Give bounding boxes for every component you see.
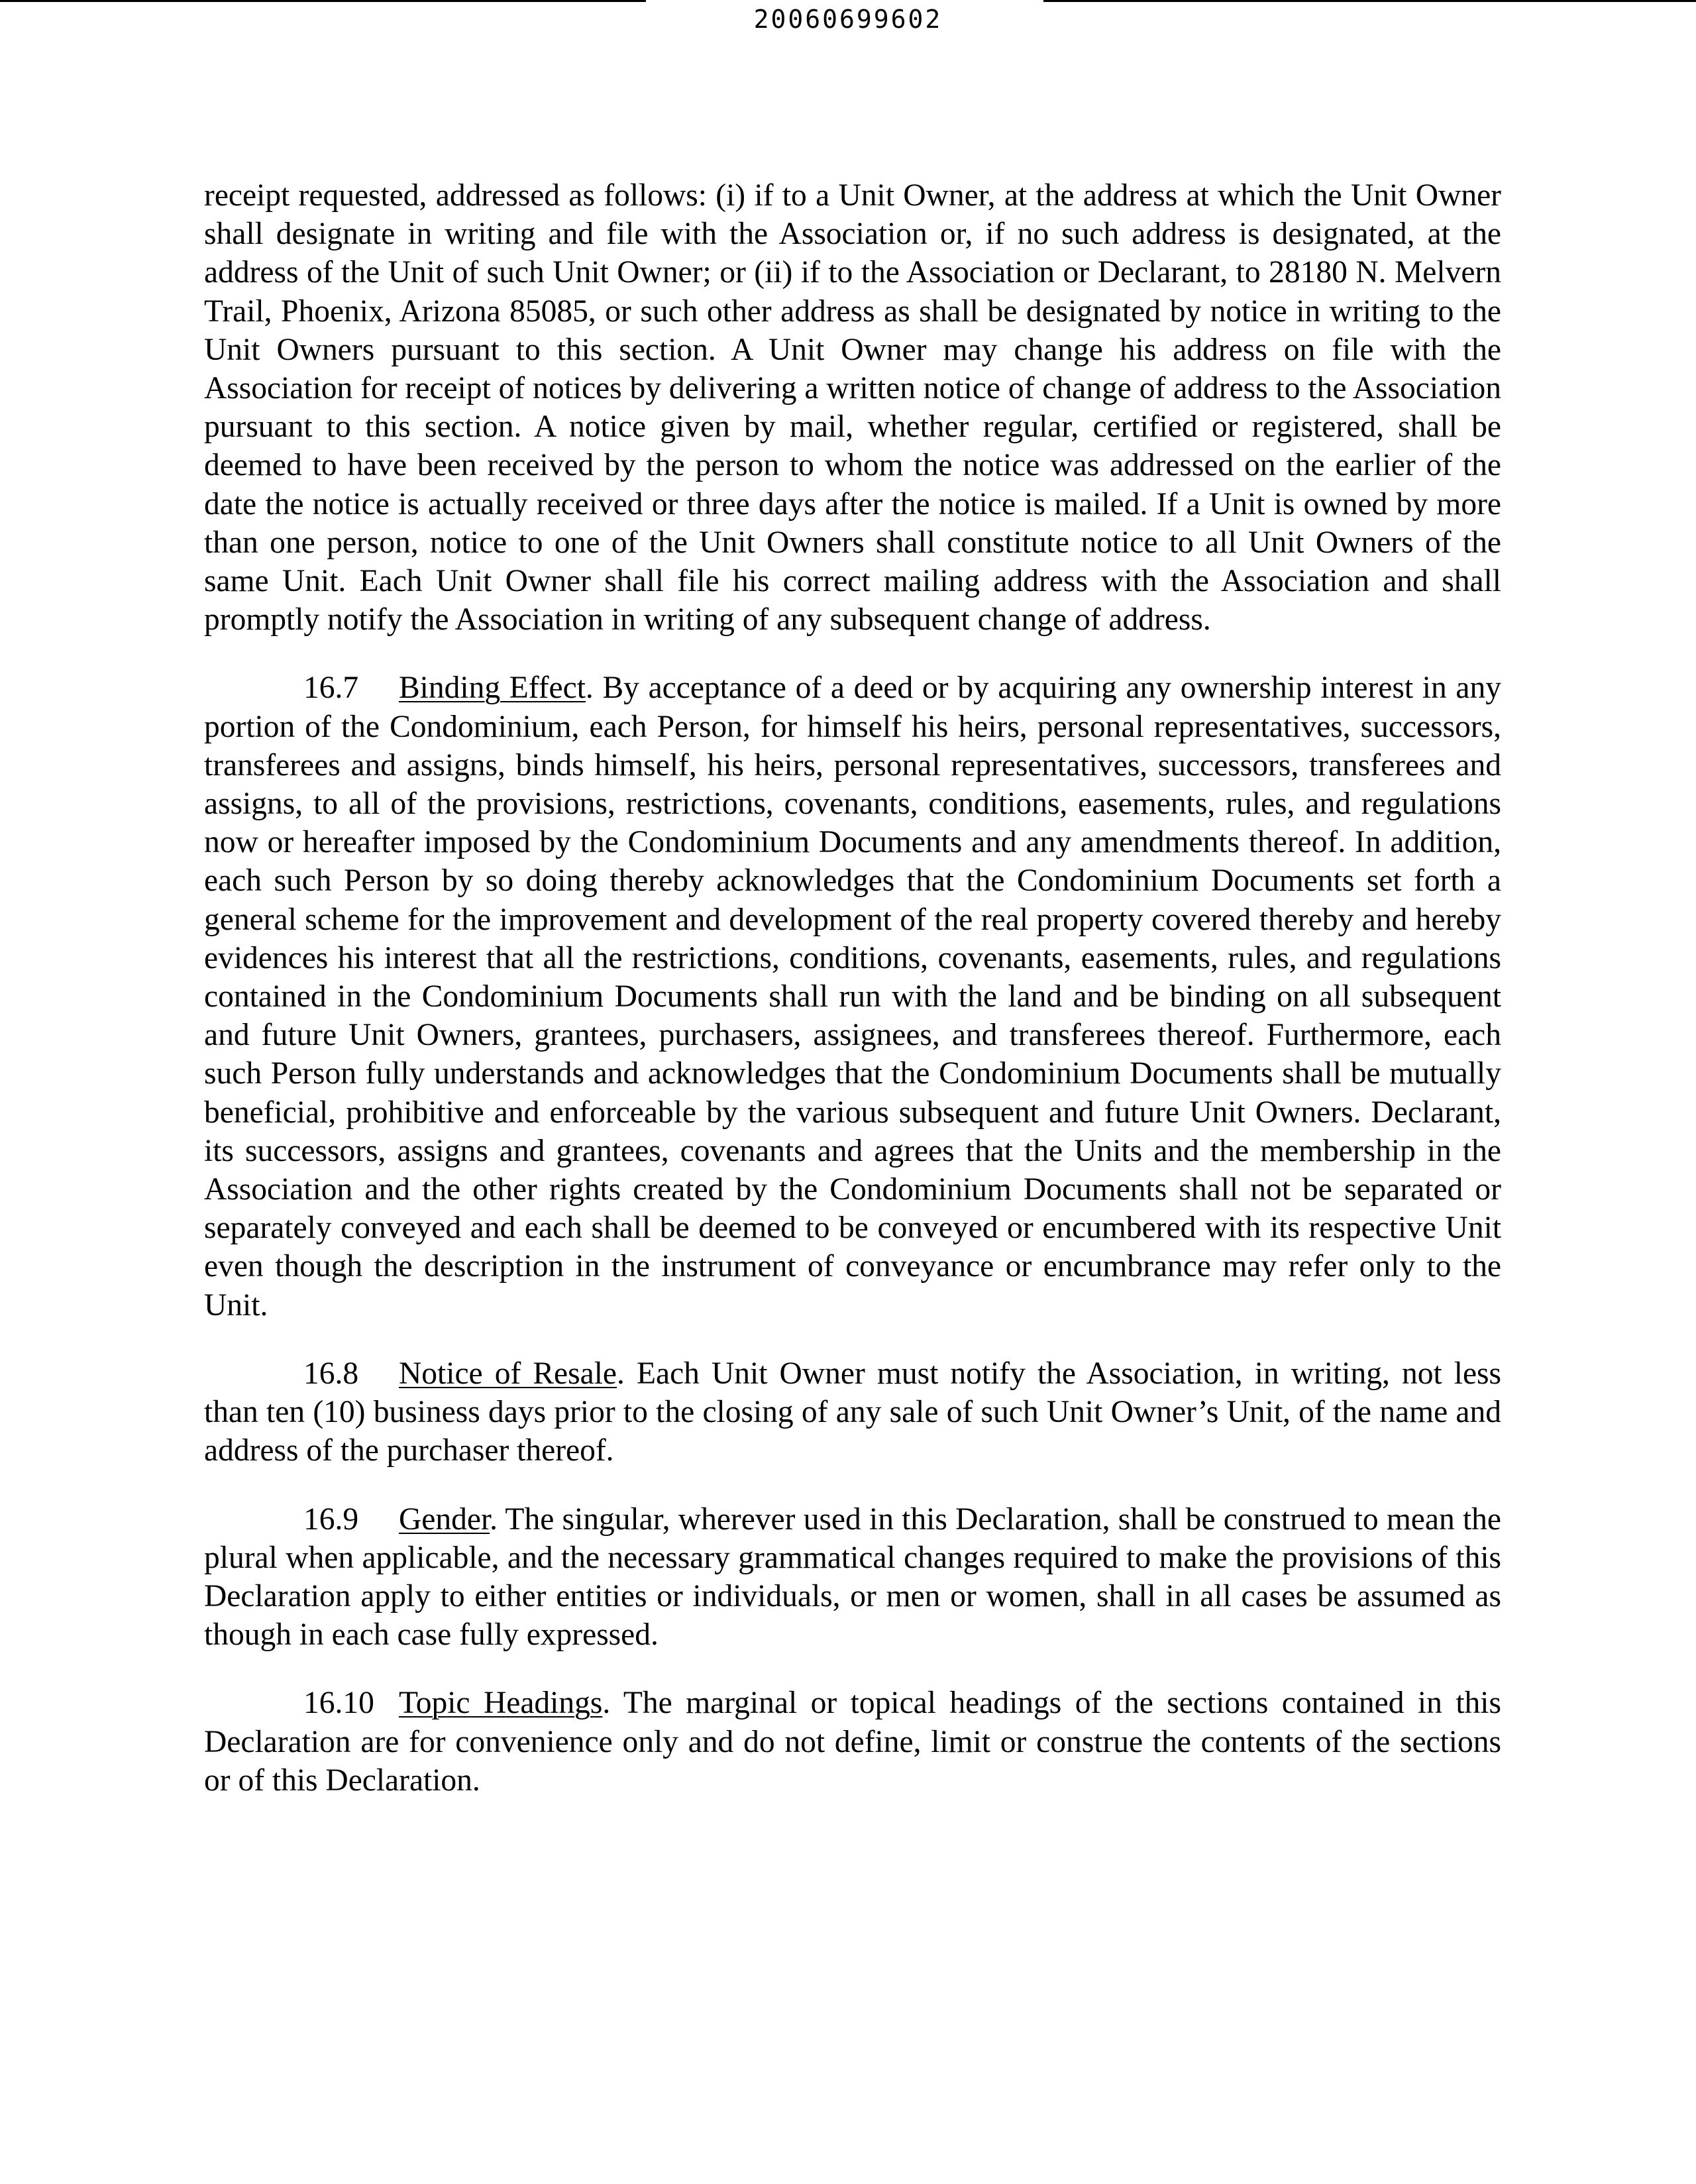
section-number: 16.10 xyxy=(303,1686,374,1721)
section-16-7 xyxy=(204,669,1501,1324)
section-number: 16.9 xyxy=(303,1502,359,1537)
document-body xyxy=(204,176,1501,1800)
section-text: . The singular, wherever used in this Declaration, shall be construed to mean the plural when applicable, and the necessary grammatical changes required to make the provisions of this Declaration apply to either entities or individuals, or men or women, shall in all cases be assumed as though in each case fully expressed. xyxy=(204,1502,1501,1653)
section-heading: Topic Headings xyxy=(399,1686,603,1721)
document-number: 20060699602 xyxy=(753,5,943,34)
section-text: . Each Unit Owner must notify the Association, in writing, not less than ten (10) business days prior to the closing of any sale of such Unit Owner’s Unit, of the name and address of the purchaser thereof. xyxy=(204,1356,1501,1468)
section-number: 16.7 xyxy=(303,671,359,706)
section-text: . By acceptance of a deed or by acquiring any ownership interest in any portion of the Condominium, each Person, for himself his heirs, personal representatives, successors, transferees and assigns, binds himself, his heirs, personal representatives, successors, transferees and assigns, to all of the provisions, restrictions, covenants, conditions, easements, rules, and regulations now or hereafter imposed by the Condominium Documents and any amendments thereof. In addition, each such Person by so doing thereby acknowledges that the Condominium Documents set forth a general scheme for the improvement and development of the real property covered thereby and hereby evidences his interest that all the restrictions, conditions, covenants, easements, rules, and regulations contained in the Condominium Documents shall run with the land and be binding on all subsequent and future Unit Owners, grantees, purchasers, assignees, and transferees thereof. Furthermore, each such Person fully understands and acknowledges that the Condominium Documents shall be mutually beneficial, prohibitive and enforceable by the various subsequent and future Unit Owners. Declarant, its successors, assigns and grantees, covenants and agrees that the Units and the membership in the Association and the other rights created by the Condominium Documents shall not be separated or separately conveyed and each shall be deemed to be conveyed or encumbered with its respective Unit even though the description in the instrument of conveyance or encumbrance may refer only to the Unit. xyxy=(204,671,1501,1323)
section-16-8 xyxy=(204,1354,1501,1470)
paragraph-notice-continuation: receipt requested, addressed as follows: (i) if to a Unit Owner, at the address at which the Unit Owner shall designate in writing and file with the Association or, if no such address is designated, at the address of the Unit of such Unit Owner; or (ii) if to the Association or Declarant, to 28180 N. Melvern Trail, Phoenix, Arizona 85085, or such other address as shall be designated by notice in writing to the Unit Owners pursuant to this section. A Unit Owner may change his address on file with the Association for receipt of notices by delivering a written notice of change of address to the Association pursuant to this section. A notice given by mail, whether regular, certified or registered, shall be deemed to have been received by the person to whom the notice was addressed on the earlier of the date the notice is actually received or three days after the notice is mailed. If a Unit is owned by more than one person, notice to one of the Unit Owners shall constitute notice to all Unit Owners of the same Unit. Each Unit Owner shall file his correct mailing address with the Association and shall promptly notify the Association in writing of any subsequent change of address. xyxy=(204,178,1501,637)
section-heading: Gender xyxy=(399,1502,490,1537)
section-heading: Notice of Resale xyxy=(399,1356,617,1391)
section-heading: Binding Effect xyxy=(399,671,586,706)
section-number: 16.8 xyxy=(303,1356,359,1391)
section-16-9 xyxy=(204,1500,1501,1655)
section-text: . The marginal or topical headings of the sections contained in this Declaration are for convenience only and do not define, limit or construe the contents of the sections or of this Declaration. xyxy=(204,1686,1501,1798)
section-16-10 xyxy=(204,1684,1501,1800)
